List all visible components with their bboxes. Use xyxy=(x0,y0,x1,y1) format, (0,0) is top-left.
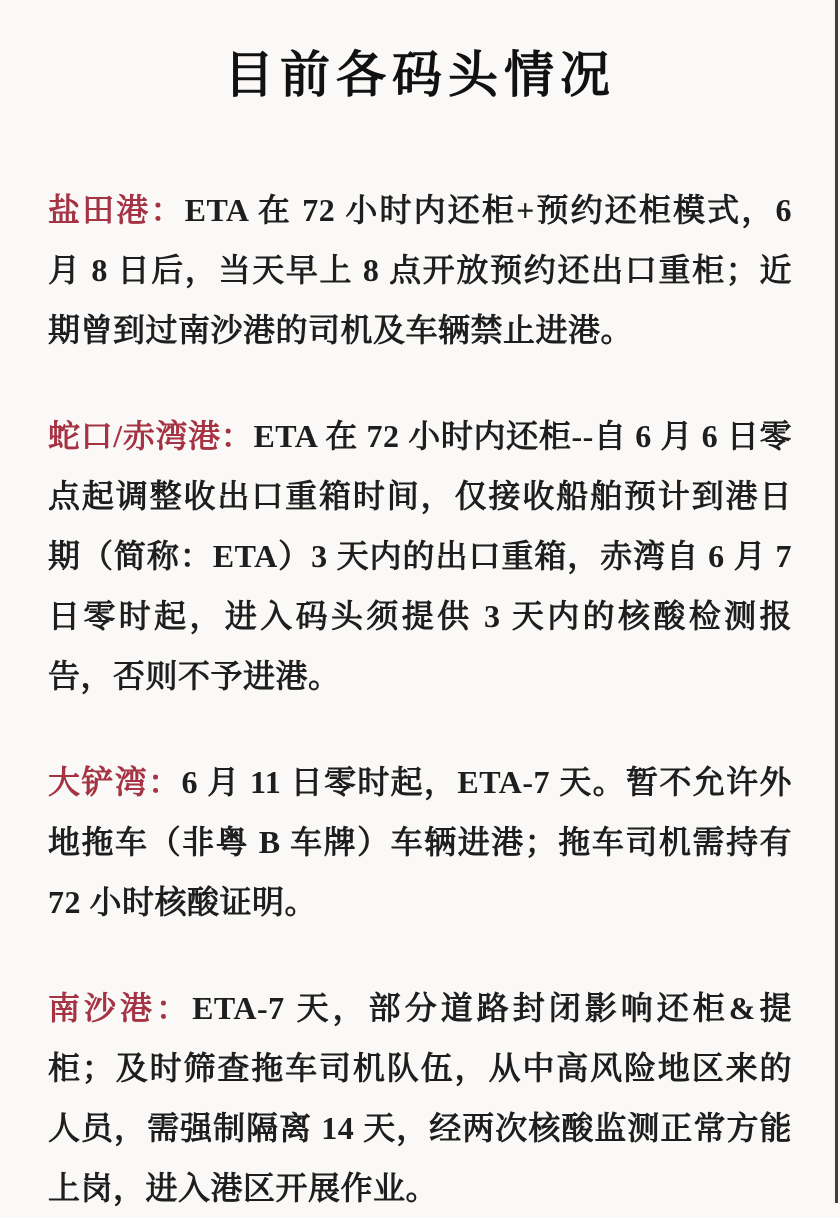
port-section-shekou-chiwan xyxy=(48,406,792,706)
port-body-yantian: ETA 在 72 小时内还柜+预约还柜模式，6 月 8 日后，当天早上 8 点开放预约还出口重柜；近期曾到过南沙港的司机及车辆禁止进港。 xyxy=(48,192,792,348)
port-name-nansha: 南沙港： xyxy=(48,990,193,1026)
port-body-shekou-chiwan: ETA 在 72 小时内还柜--自 6 月 6 日零点起调整收出口重箱时间，仅接收船舶预计到港日期（简称：ETA）3 天内的出口重箱，赤湾自 6 月 7 日零时起，进入码头须提供 3 天内的核酸检测报告，否则不予进港。 xyxy=(48,418,792,694)
port-name-dachanwan: 大铲湾： xyxy=(48,764,182,800)
port-section-yantian xyxy=(48,180,792,360)
page-title: 目前各码头情况 xyxy=(224,47,616,103)
port-name-shekou-chiwan: 蛇口/赤湾港： xyxy=(48,418,254,454)
port-section-nansha xyxy=(48,978,792,1218)
port-section-dachanwan xyxy=(48,752,792,932)
port-body-dachanwan: 6 月 11 日零时起，ETA-7 天。暂不允许外地拖车（非粤 B 车牌）车辆进港；拖车司机需持有 72 小时核酸证明。 xyxy=(48,764,792,920)
port-name-yantian: 盐田港： xyxy=(48,192,185,228)
port-body-nansha: ETA-7 天，部分道路封闭影响还柜&提柜；及时筛查拖车司机队伍，从中高风险地区来的人员，需强制隔离 14 天，经两次核酸监测正常方能上岗，进入港区开展作业。 xyxy=(48,990,792,1206)
page-scan-edge xyxy=(835,0,838,1203)
